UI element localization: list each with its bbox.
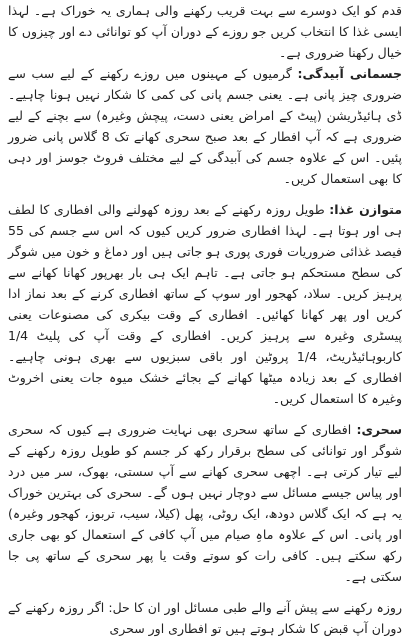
paragraph-text: طویل روزہ رکھنے کے بعد روزہ کھولنے والی افطاری کا لطف ہی اور ہوتا ہے۔ لہذا افطاری ضرور کریں کیوں کہ اس سے جسم کی 55 فیصد غذائی ضروریات فوری پوری ہو جاتی ہیں اور دماغ و خون میں شوگر کی سطح مستحکم ہو جاتی ہے۔ تاہم ایک ہی بار بھرپور کھانا کھانے سے پرہیز کریں۔ سلاد، کھجور اور سوپ کے ساتھ افطاری کرنے کے بعد نماز ادا کریں اور پھر کھانا کھائیں۔ افطاری کے وقت بیکری کی مصنوعات یعنی پیسٹری وغیرہ سے پرہیز کریں۔ افطاری کے وقت آپ کی پلیٹ 1/4 کاربوہائیڈریٹ، 1/4 پروٹین اور باقی سبزیوں سے بھری ہونی چاہیے۔ افطاری کے بعد زیادہ میٹھا کھانے کے بجائے خشک میوہ جات یعنی اخروٹ وغیرہ کا استعمال کریں۔ — [8, 202, 402, 406]
paragraph-text: گرمیوں کے مہینوں میں روزے رکھنے کے لیے سب سے ضروری چیز پانی ہے۔ یعنی جسم پانی کی کمی کا شکار نہیں ہونا چاہیے۔ ڈی ہائیڈریشن (پیٹ کے امراض یعنی دست، پیچش وغیرہ) سے بچنے کے لیے ضروری ہے کہ آپ افطار کے بعد صبح سحری کھانے تک 8 گلاس پانی ضرور پئیں۔ اس کے علاوہ جسم کی آبیدگی کے لیے مختلف فروٹ جوسز اور دہی کا بھی استعمال کریں۔ — [8, 66, 403, 186]
paragraph-gap — [8, 587, 402, 597]
article-body — [8, 0, 402, 639]
paragraph-text: افطاری کے ساتھ سحری بھی نہایت ضروری ہے کیوں کہ سحری شوگر اور توانائی کی سطح برقرار رکھ کر جسم کو طویل روزہ رکھنے کے لیے تیار کرتی ہے۔ اچھی سحری کھانے سے آپ سستی، بھوک، سر میں درد اور پیاس جیسے مسائل سے دوچار نہیں ہوں گے۔ سحری کی بہترین خوراک یہ ہے کہ ایک گلاس دودھ، ایک روٹی، پھل (کیلا، سیب، تربوز، کھجور وغیرہ) اور پانی۔ اس کے علاوہ ماہِ صیام میں آپ کافی کے استعمال کو بھی جاری رکھ سکتے ہیں۔ کافی رات کو سوتے وقت یا پھر سحری کے ساتھ پی جا سکتی ہے۔ — [8, 422, 402, 584]
paragraph-text: روزہ رکھنے سے پیش آنے والے طبی مسائل اور ان کا حل: اگر روزہ رکھنے کے دوران آپ قبض کا شکار ہوتے ہیں تو افطاری اور سحری — [8, 600, 402, 636]
article-paragraph-balanced-diet — [8, 199, 402, 409]
paragraph-gap — [8, 189, 402, 199]
paragraph-label: متوازن غذا: — [329, 202, 402, 217]
paragraph-label: جسمانی آبیدگی: — [297, 66, 402, 81]
article-paragraph-hydration — [8, 63, 402, 189]
article-paragraph-medical-issues — [8, 597, 402, 639]
paragraph-text: قدم کو ایک دوسرے سے بہت قریب رکھنے والی ہماری یہ خوراک ہے۔ لہذا ایسی غذا کا انتخاب کریں جو روزے کے دوران آپ کو توانائی دے اور چیزوں کا خیال رکھنا ضروری ہے۔ — [8, 3, 402, 60]
article-paragraph-sehri — [8, 419, 402, 587]
article-paragraph-intro — [8, 0, 402, 63]
paragraph-gap — [8, 409, 402, 419]
paragraph-label: سحری: — [356, 422, 402, 437]
